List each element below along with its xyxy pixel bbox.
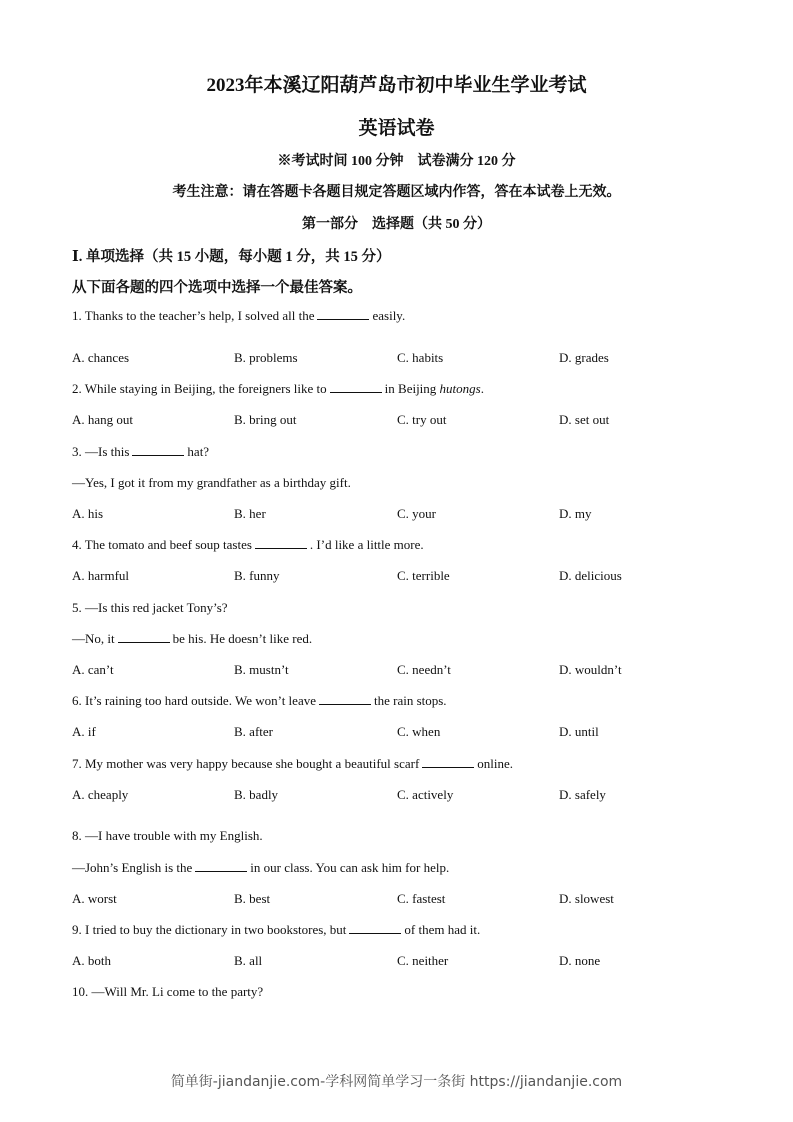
option-b: B. all	[234, 953, 263, 968]
section-instruction: 从下面各题的四个选项中选择一个最佳答案。	[72, 280, 362, 296]
question-9: 9. I tried to buy the dictionary in two bookstores, but of them had it.	[72, 922, 481, 937]
option-a: A. chances	[72, 350, 130, 365]
answer-blank	[317, 309, 369, 320]
answer-blank	[349, 923, 401, 934]
option-a: A. if	[72, 724, 96, 739]
option-b: B. bring out	[234, 412, 297, 427]
option-c: C. needn’t	[397, 662, 451, 677]
option-d: D. wouldn’t	[559, 662, 622, 677]
option-b: B. best	[234, 891, 271, 906]
exam-notice: 考生注意：请在答题卡各题目规定答题区域内作答，答在本试卷上无效。	[172, 185, 621, 200]
option-c: C. when	[397, 724, 441, 739]
option-d: D. slowest	[559, 891, 614, 906]
answer-blank	[195, 861, 247, 872]
answer-blank	[330, 382, 382, 393]
option-b: B. her	[234, 506, 266, 521]
question-7: 7. My mother was very happy because she bought a beautiful scarf online.	[72, 756, 514, 771]
option-a: A. both	[72, 953, 111, 968]
question-6: 6. It’s raining too hard outside. We won’t leave the rain stops.	[72, 693, 447, 708]
option-c: C. try out	[397, 412, 447, 427]
question-4: 4. The tomato and beef soup tastes . I’d like a little more.	[72, 537, 424, 552]
question-5-reply: —No, it be his. He doesn’t like red.	[72, 631, 313, 646]
option-c: C. actively	[397, 787, 454, 802]
option-d: D. delicious	[559, 568, 622, 583]
question-8-reply: —John’s English is the in our class. You can ask him for help.	[72, 860, 450, 875]
option-a: A. cheaply	[72, 787, 129, 802]
exam-time-info: ※考试时间 100 分钟 试卷满分 120 分	[277, 154, 516, 169]
question-5: 5. —Is this red jacket Tony’s?	[72, 600, 228, 615]
option-a: A. hang out	[72, 412, 134, 427]
footer-watermark: 简单街-jiandanjie.com-学科网简单学习一条街 https://jiandanjie.com	[170, 1074, 623, 1090]
answer-blank	[319, 694, 371, 705]
exam-title: 2023年本溪辽阳葫芦岛市初中毕业生学业考试	[206, 75, 587, 96]
option-d: D. none	[559, 953, 601, 968]
question-1: 1. Thanks to the teacher’s help, I solved all the easily.	[72, 308, 406, 323]
option-c: C. neither	[397, 953, 449, 968]
option-d: D. set out	[559, 412, 610, 427]
option-d: D. until	[559, 724, 599, 739]
answer-blank	[118, 632, 170, 643]
option-c: C. habits	[397, 350, 444, 365]
question-2: 2. While staying in Beijing, the foreigners like to in Beijing hutongs.	[72, 381, 484, 396]
option-b: B. problems	[234, 350, 298, 365]
answer-blank	[422, 757, 474, 768]
option-d: D. grades	[559, 350, 609, 365]
answer-blank	[132, 445, 184, 456]
option-b: B. funny	[234, 568, 280, 583]
part-heading: 第一部分 选择题（共 50 分）	[302, 217, 491, 232]
option-a: A. harmful	[72, 568, 130, 583]
option-c: C. terrible	[397, 568, 450, 583]
answer-blank	[255, 538, 307, 549]
exam-subtitle: 英语试卷	[358, 118, 435, 139]
option-a: A. his	[72, 506, 104, 521]
question-3: 3. —Is this hat?	[72, 444, 210, 459]
option-b: B. badly	[234, 787, 279, 802]
option-d: D. safely	[559, 787, 606, 802]
question-3-reply: —Yes, I got it from my grandfather as a birthday gift.	[72, 475, 351, 490]
question-8: 8. —I have trouble with my English.	[72, 828, 263, 843]
option-d: D. my	[559, 506, 592, 521]
section-title: Ⅰ. 单项选择（共 15 小题，每小题 1 分，共 15 分）	[72, 249, 391, 265]
option-c: C. fastest	[397, 891, 446, 906]
option-a: A. worst	[72, 891, 117, 906]
question-10: 10. —Will Mr. Li come to the party?	[72, 984, 264, 999]
option-b: B. mustn’t	[234, 662, 289, 677]
option-c: C. your	[397, 506, 436, 521]
option-b: B. after	[234, 724, 273, 739]
option-a: A. can’t	[72, 662, 114, 677]
